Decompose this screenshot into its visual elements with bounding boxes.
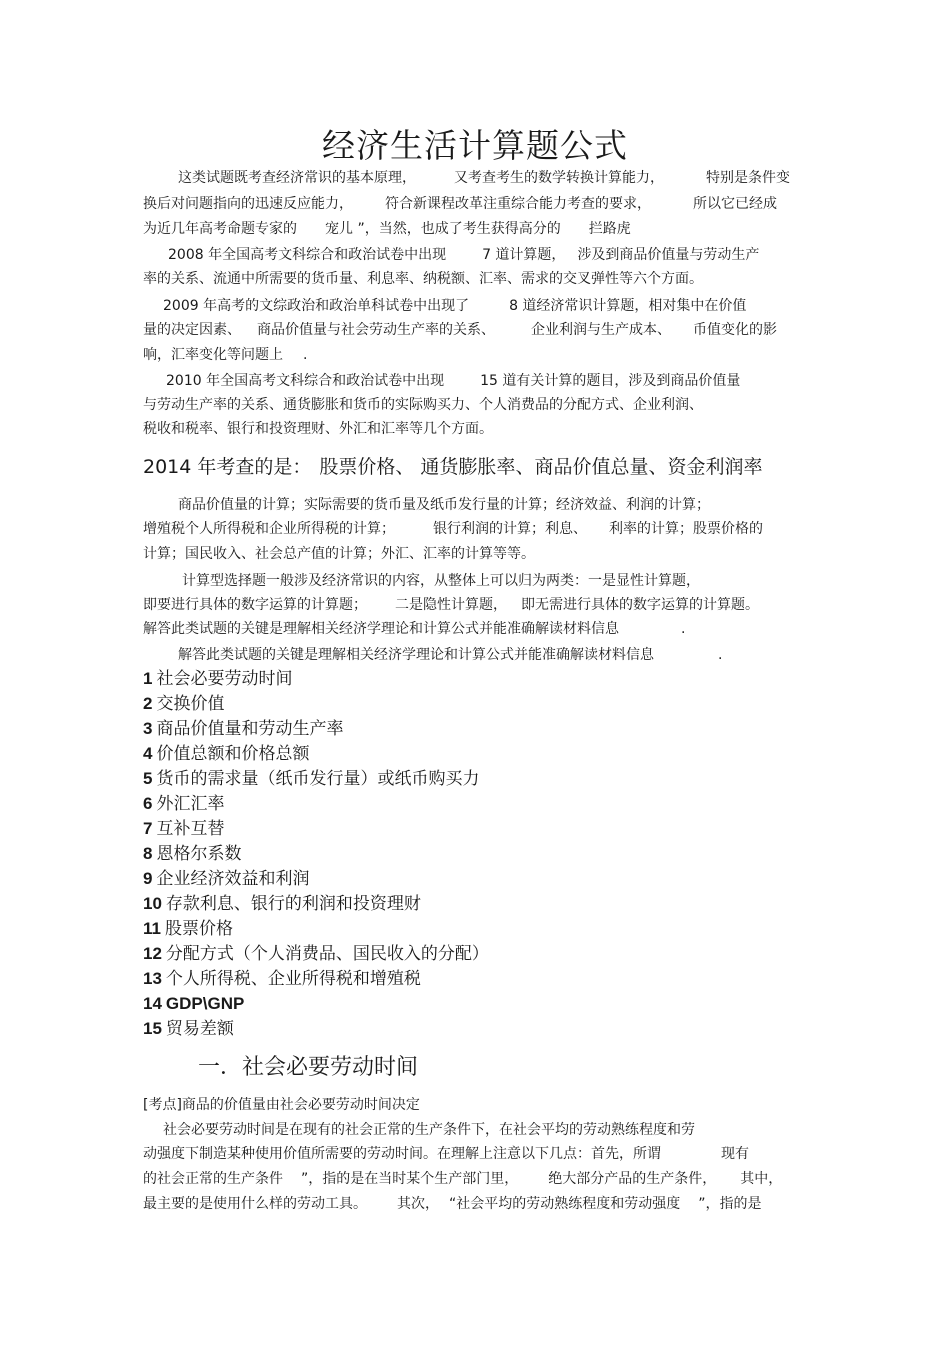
list-item [143,1016,643,1041]
list-text: 货币的需求量（纸币发行量）或纸币购买力 [156,769,480,789]
list-text: 价值总额和价格总额 [156,744,310,764]
text-span: “社会平均的劳动熟练程度和劳动强度 [449,1196,681,1212]
text-span: 利率的计算；股票价格的 [609,521,763,537]
text-span: 又考查考生的数学转换计算能力， [454,170,664,186]
text-span: 银行利润的计算；利息、 [433,521,587,537]
list-number: 3 [143,719,153,738]
text-span: 响，汇率变化等问题上 [143,347,283,363]
text-span: 量的决定因素、 [143,322,241,338]
list-item [143,816,643,841]
text-span: 宠儿 ”，当然，也成了考生获得高分的 [325,221,561,237]
list-number: 10 [143,894,162,913]
y2010-line-2: 与劳动生产率的关系、通货膨胀和货币的实际购买力、个人消费品的分配方式、企业利润、 [143,397,703,413]
list-item [143,891,643,916]
list-text: 社会必要劳动时间 [156,669,293,689]
list-text: 个人所得税、企业所得税和增殖税 [165,969,421,989]
list-number: 12 [143,944,162,963]
list-item [143,841,643,866]
calc-line-1: 商品价值量的计算；实际需要的货币量及纸币发行量的计算；经济效益、利润的计算； [178,497,710,513]
text-span: ”，指的是 [698,1196,762,1212]
list-number: 4 [143,744,153,763]
y2009-line-1 [163,294,823,318]
text-span: 、商品价值总量 [515,456,649,478]
intro-line-2 [143,192,803,216]
list-text: 互补互替 [156,819,225,839]
text-span: 特别是条件变 [706,170,790,186]
text-span: 现有 [721,1146,749,1162]
list-text: 贸易差额 [165,1019,234,1039]
text-span: ”，指的是在当时某个生产部门里， [301,1171,519,1187]
list-number: 2 [143,694,153,713]
list-number: 7 [143,819,153,838]
text-span: 15 道有关计算的题目，涉及到商品价值量 [480,373,741,389]
document-title: 经济生活计算题公式 [322,126,628,165]
list-item [143,991,643,1016]
calc-line-2 [143,517,803,541]
text-span: 解答此类试题的关键是理解相关经济学理论和计算公式并能准确解读材料信息 [143,621,619,637]
y2008-line-2: 率的关系、流通中所需要的货币量、利息率、纳税额、汇率、需求的交叉弹性等六个方面。 [143,271,703,287]
intro-line-1 [178,166,803,190]
list-text: GDP\GNP [165,994,245,1013]
list-number: 5 [143,769,153,788]
text-span: 通货膨胀率 [420,456,516,478]
text-span: 增殖税个人所得税和企业所得税的计算； [143,521,395,537]
types-line-2 [143,593,803,617]
text-span: 最主要的是使用什么样的劳动工具。 [143,1196,367,1212]
text-span: 8 道经济常识计算题，相对集中在价值 [509,298,747,314]
list-text: 商品价值量和劳动生产率 [156,719,344,739]
section-heading: 一．社会必要劳动时间 [198,1055,419,1080]
text-span: 7 道计算题， [482,247,566,263]
text-span: 动强度下制造某种使用价值所需要的劳动时间。在理解上注意以下几点：首先，所谓 [143,1146,661,1162]
text-span: 即要进行具体的数字运算的计算题； [143,597,367,613]
list-text: 分配方式（个人消费品、国民收入的分配） [165,944,489,964]
list-text: 交换价值 [156,694,225,714]
list-item [143,666,643,691]
key-line [178,643,838,667]
section1-line-2 [143,1142,803,1166]
calc-line-3: 计算；国民收入、社会总产值的计算；外汇、汇率的计算等等。 [143,546,535,562]
text-span: 这类试题既考查经济常识的基本原理， [178,170,416,186]
text-span: 2009 年高考的文综政治和政治单科试卷中出现了 [163,298,470,314]
list-item [143,691,643,716]
text-span: . [718,647,723,663]
list-item [143,941,643,966]
y2010-line-3: 税收和税率、银行和投资理财、外汇和汇率等几个方面。 [143,421,493,437]
list-number: 15 [143,1019,162,1038]
text-span: 拦路虎 [588,221,631,237]
text-span: 绝大部分产品的生产条件， [548,1171,717,1187]
list-number: 9 [143,869,153,888]
section1-line-3 [143,1167,803,1191]
list-item [143,766,643,791]
list-number: 1 [143,669,153,688]
section1-line-4 [143,1192,803,1216]
y2008-line-1 [168,243,828,267]
text-span: 股票价格、 [319,456,415,478]
text-span: 其次， [397,1196,439,1212]
list-text: 存款利息、银行的利润和投资理财 [165,894,421,914]
list-item [143,916,643,941]
types-line-3 [143,617,803,641]
text-span: . [303,347,308,363]
y2014-heading [143,452,803,479]
text-span: 所以它已经成 [693,196,777,212]
list-number: 11 [143,919,161,938]
kaodian-line: [考点]商品的价值量由社会必要劳动时间决定 [143,1097,420,1113]
list-item [143,866,643,891]
text-span: 涉及到商品价值量与劳动生产 [577,247,760,263]
text-span: 2010 年全国高考文科综合和政治试卷中出现 [166,373,445,389]
intro-line-3 [143,217,803,241]
text-span: 企业利润与生产成本、 [531,322,671,338]
text-span: 、资金利润率 [648,456,763,478]
text-span: 2008 年全国高考文科综合和政治试卷中出现 [168,247,447,263]
list-text: 外汇汇率 [156,794,225,814]
list-text: 股票价格 [164,919,233,939]
list-number: 13 [143,969,162,988]
text-span: 即无需进行具体的数字运算的计算题。 [521,597,759,613]
text-span: 商品价值量与社会劳动生产率的关系、 [257,322,495,338]
list-number: 14 [143,994,162,1013]
list-number: 6 [143,794,153,813]
types-line-1: 计算型选择题一般涉及经济常识的内容，从整体上可以归为两类：一是显性计算题， [182,573,700,589]
text-span: 换后对问题指向的迅速反应能力， [143,196,353,212]
list-item [143,741,643,766]
list-number: 8 [143,844,153,863]
section1-line-1: 社会必要劳动时间是在现有的社会正常的生产条件下，在社会平均的劳动熟练程度和劳 [163,1122,695,1138]
list-item [143,791,643,816]
list-item [143,716,643,741]
text-span: 2014 年考查的是： [143,456,312,478]
y2010-line-1 [166,369,826,393]
list-text: 企业经济效益和利润 [156,869,310,889]
text-span: 币值变化的影 [693,322,777,338]
list-item [143,966,643,991]
text-span: 为近几年高考命题专家的 [143,221,297,237]
text-span: 的社会正常的生产条件 [143,1171,283,1187]
topic-list [143,666,643,1041]
text-span: 解答此类试题的关键是理解相关经济学理论和计算公式并能准确解读材料信息 [178,647,654,663]
y2009-line-2 [143,318,803,342]
text-span: 其中， [740,1171,783,1187]
text-span: 二是隐性计算题， [395,597,507,613]
y2009-line-3 [143,343,803,367]
list-text: 恩格尔系数 [156,844,242,864]
text-span: 符合新课程改革注重综合能力考查的要求， [385,196,651,212]
text-span: . [681,621,686,637]
